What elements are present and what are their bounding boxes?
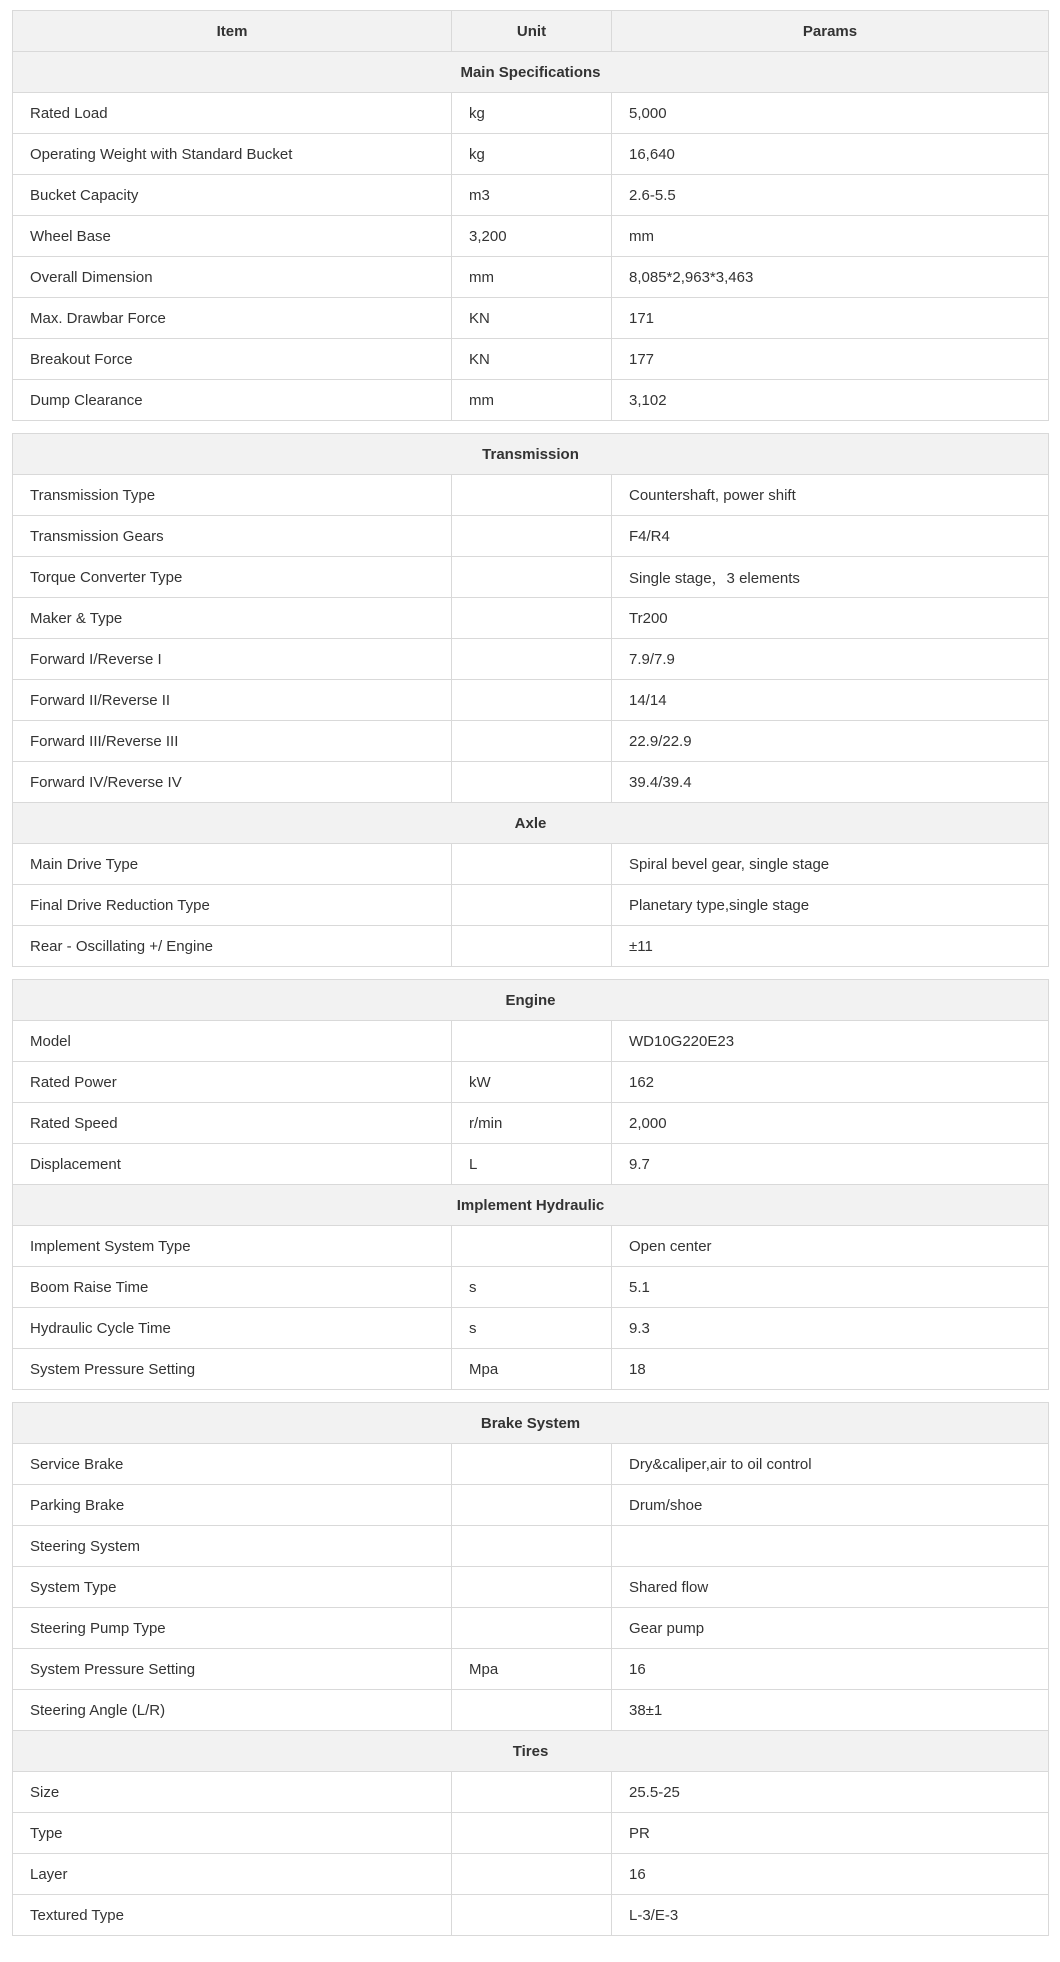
params-cell: 16 — [612, 1854, 1049, 1895]
section-title: Transmission — [13, 434, 1049, 475]
unit-cell: kg — [452, 93, 612, 134]
item-cell: Service Brake — [13, 1444, 452, 1485]
item-cell: Displacement — [13, 1144, 452, 1185]
unit-cell — [452, 639, 612, 680]
item-cell: Steering System — [13, 1526, 452, 1567]
params-cell — [612, 1526, 1049, 1567]
item-cell: Final Drive Reduction Type — [13, 885, 452, 926]
unit-cell — [452, 1854, 612, 1895]
unit-cell: KN — [452, 298, 612, 339]
item-cell: Implement System Type — [13, 1226, 452, 1267]
params-cell: 25.5-25 — [612, 1772, 1049, 1813]
header-item: Item — [13, 11, 452, 52]
unit-cell — [452, 1772, 612, 1813]
table-row — [13, 926, 1049, 967]
params-cell: 9.7 — [612, 1144, 1049, 1185]
item-cell: Forward II/Reverse II — [13, 680, 452, 721]
params-cell: 162 — [612, 1062, 1049, 1103]
table-row — [13, 1226, 1049, 1267]
section-title: Brake System — [13, 1403, 1049, 1444]
item-cell: System Pressure Setting — [13, 1649, 452, 1690]
table-row — [13, 639, 1049, 680]
table-row — [13, 1308, 1049, 1349]
spec-table — [12, 979, 1049, 1390]
item-cell: Operating Weight with Standard Bucket — [13, 134, 452, 175]
table-row — [13, 721, 1049, 762]
section-title: Main Specifications — [13, 52, 1049, 93]
item-cell: System Pressure Setting — [13, 1349, 452, 1390]
spec-table — [12, 10, 1049, 421]
table-gap — [12, 967, 1048, 979]
table-row — [13, 475, 1049, 516]
unit-cell — [452, 1021, 612, 1062]
spec-tables — [12, 10, 1048, 1936]
unit-cell: kW — [452, 1062, 612, 1103]
unit-cell: r/min — [452, 1103, 612, 1144]
params-cell: 14/14 — [612, 680, 1049, 721]
item-cell: Parking Brake — [13, 1485, 452, 1526]
unit-cell — [452, 680, 612, 721]
unit-cell — [452, 1608, 612, 1649]
unit-cell: Mpa — [452, 1349, 612, 1390]
header-unit: Unit — [452, 11, 612, 52]
unit-cell: 3,200 — [452, 216, 612, 257]
params-cell: Countershaft, power shift — [612, 475, 1049, 516]
item-cell: Overall Dimension — [13, 257, 452, 298]
params-cell: 5.1 — [612, 1267, 1049, 1308]
table-row — [13, 1485, 1049, 1526]
header-row — [13, 11, 1049, 52]
params-cell: 2.6-5.5 — [612, 175, 1049, 216]
item-cell: Rated Power — [13, 1062, 452, 1103]
table-row — [13, 1608, 1049, 1649]
table-row — [13, 762, 1049, 803]
item-cell: Forward IV/Reverse IV — [13, 762, 452, 803]
section-title: Tires — [13, 1731, 1049, 1772]
params-cell: F4/R4 — [612, 516, 1049, 557]
table-row — [13, 1567, 1049, 1608]
unit-cell — [452, 762, 612, 803]
params-cell: Spiral bevel gear, single stage — [612, 844, 1049, 885]
unit-cell — [452, 1690, 612, 1731]
unit-cell — [452, 844, 612, 885]
table-gap — [12, 1390, 1048, 1402]
table-row — [13, 1813, 1049, 1854]
item-cell: Torque Converter Type — [13, 557, 452, 598]
params-cell: 9.3 — [612, 1308, 1049, 1349]
params-cell: L-3/E-3 — [612, 1895, 1049, 1936]
params-cell: WD10G220E23 — [612, 1021, 1049, 1062]
params-cell: Open center — [612, 1226, 1049, 1267]
params-cell: Tr200 — [612, 598, 1049, 639]
unit-cell — [452, 1526, 612, 1567]
spec-table — [12, 433, 1049, 967]
unit-cell — [452, 885, 612, 926]
params-cell: 5,000 — [612, 93, 1049, 134]
unit-cell — [452, 516, 612, 557]
unit-cell — [452, 1226, 612, 1267]
table-row — [13, 1021, 1049, 1062]
table-row — [13, 1526, 1049, 1567]
params-cell: PR — [612, 1813, 1049, 1854]
params-cell: 2,000 — [612, 1103, 1049, 1144]
table-row — [13, 1895, 1049, 1936]
item-cell: Dump Clearance — [13, 380, 452, 421]
table-row — [13, 175, 1049, 216]
item-cell: Rated Speed — [13, 1103, 452, 1144]
table-row — [13, 1854, 1049, 1895]
item-cell: Transmission Type — [13, 475, 452, 516]
params-cell: Drum/shoe — [612, 1485, 1049, 1526]
item-cell: System Type — [13, 1567, 452, 1608]
params-cell: 39.4/39.4 — [612, 762, 1049, 803]
unit-cell: Mpa — [452, 1649, 612, 1690]
params-cell: Shared flow — [612, 1567, 1049, 1608]
spec-table — [12, 1402, 1049, 1936]
table-row — [13, 339, 1049, 380]
table-row — [13, 1649, 1049, 1690]
table-row — [13, 598, 1049, 639]
unit-cell — [452, 721, 612, 762]
unit-cell — [452, 926, 612, 967]
table-row — [13, 1267, 1049, 1308]
unit-cell — [452, 1813, 612, 1854]
unit-cell — [452, 475, 612, 516]
item-cell: Hydraulic Cycle Time — [13, 1308, 452, 1349]
table-row — [13, 680, 1049, 721]
section-header-row — [13, 1185, 1049, 1226]
params-cell: 177 — [612, 339, 1049, 380]
unit-cell — [452, 598, 612, 639]
params-cell: 171 — [612, 298, 1049, 339]
table-row — [13, 298, 1049, 339]
section-header-row — [13, 980, 1049, 1021]
item-cell: Steering Pump Type — [13, 1608, 452, 1649]
unit-cell: KN — [452, 339, 612, 380]
unit-cell: mm — [452, 257, 612, 298]
params-cell: Planetary type,single stage — [612, 885, 1049, 926]
table-row — [13, 1062, 1049, 1103]
params-cell: Gear pump — [612, 1608, 1049, 1649]
table-row — [13, 134, 1049, 175]
unit-cell: kg — [452, 134, 612, 175]
item-cell: Layer — [13, 1854, 452, 1895]
params-cell: 16 — [612, 1649, 1049, 1690]
table-gap — [12, 421, 1048, 433]
header-params: Params — [612, 11, 1049, 52]
table-row — [13, 844, 1049, 885]
table-row — [13, 216, 1049, 257]
section-header-row — [13, 1731, 1049, 1772]
unit-cell: s — [452, 1308, 612, 1349]
params-cell: 3,102 — [612, 380, 1049, 421]
section-header-row — [13, 52, 1049, 93]
unit-cell: mm — [452, 380, 612, 421]
item-cell: Size — [13, 1772, 452, 1813]
unit-cell — [452, 1567, 612, 1608]
params-cell: 22.9/22.9 — [612, 721, 1049, 762]
item-cell: Steering Angle (L/R) — [13, 1690, 452, 1731]
section-title: Axle — [13, 803, 1049, 844]
table-row — [13, 1103, 1049, 1144]
item-cell: Textured Type — [13, 1895, 452, 1936]
table-row — [13, 1444, 1049, 1485]
table-row — [13, 93, 1049, 134]
item-cell: Wheel Base — [13, 216, 452, 257]
item-cell: Forward III/Reverse III — [13, 721, 452, 762]
section-title: Engine — [13, 980, 1049, 1021]
item-cell: Bucket Capacity — [13, 175, 452, 216]
unit-cell — [452, 1485, 612, 1526]
table-row — [13, 380, 1049, 421]
table-row — [13, 1690, 1049, 1731]
unit-cell: L — [452, 1144, 612, 1185]
section-header-row — [13, 803, 1049, 844]
table-row — [13, 1144, 1049, 1185]
params-cell: ±11 — [612, 926, 1049, 967]
item-cell: Maker & Type — [13, 598, 452, 639]
params-cell: mm — [612, 216, 1049, 257]
table-row — [13, 516, 1049, 557]
table-row — [13, 885, 1049, 926]
item-cell: Boom Raise Time — [13, 1267, 452, 1308]
params-cell: 18 — [612, 1349, 1049, 1390]
item-cell: Rear - Oscillating +/ Engine — [13, 926, 452, 967]
unit-cell — [452, 1444, 612, 1485]
item-cell: Main Drive Type — [13, 844, 452, 885]
params-cell: Single stage，3 elements — [612, 557, 1049, 598]
item-cell: Model — [13, 1021, 452, 1062]
section-header-row — [13, 434, 1049, 475]
item-cell: Transmission Gears — [13, 516, 452, 557]
params-cell: 7.9/7.9 — [612, 639, 1049, 680]
table-row — [13, 557, 1049, 598]
table-row — [13, 257, 1049, 298]
item-cell: Type — [13, 1813, 452, 1854]
item-cell: Rated Load — [13, 93, 452, 134]
section-title: Implement Hydraulic — [13, 1185, 1049, 1226]
section-header-row — [13, 1403, 1049, 1444]
item-cell: Forward I/Reverse I — [13, 639, 452, 680]
item-cell: Max. Drawbar Force — [13, 298, 452, 339]
item-cell: Breakout Force — [13, 339, 452, 380]
unit-cell — [452, 1895, 612, 1936]
params-cell: Dry&caliper,air to oil control — [612, 1444, 1049, 1485]
unit-cell: s — [452, 1267, 612, 1308]
table-row — [13, 1772, 1049, 1813]
table-row — [13, 1349, 1049, 1390]
unit-cell: m3 — [452, 175, 612, 216]
params-cell: 38±1 — [612, 1690, 1049, 1731]
params-cell: 8,085*2,963*3,463 — [612, 257, 1049, 298]
params-cell: 16,640 — [612, 134, 1049, 175]
unit-cell — [452, 557, 612, 598]
